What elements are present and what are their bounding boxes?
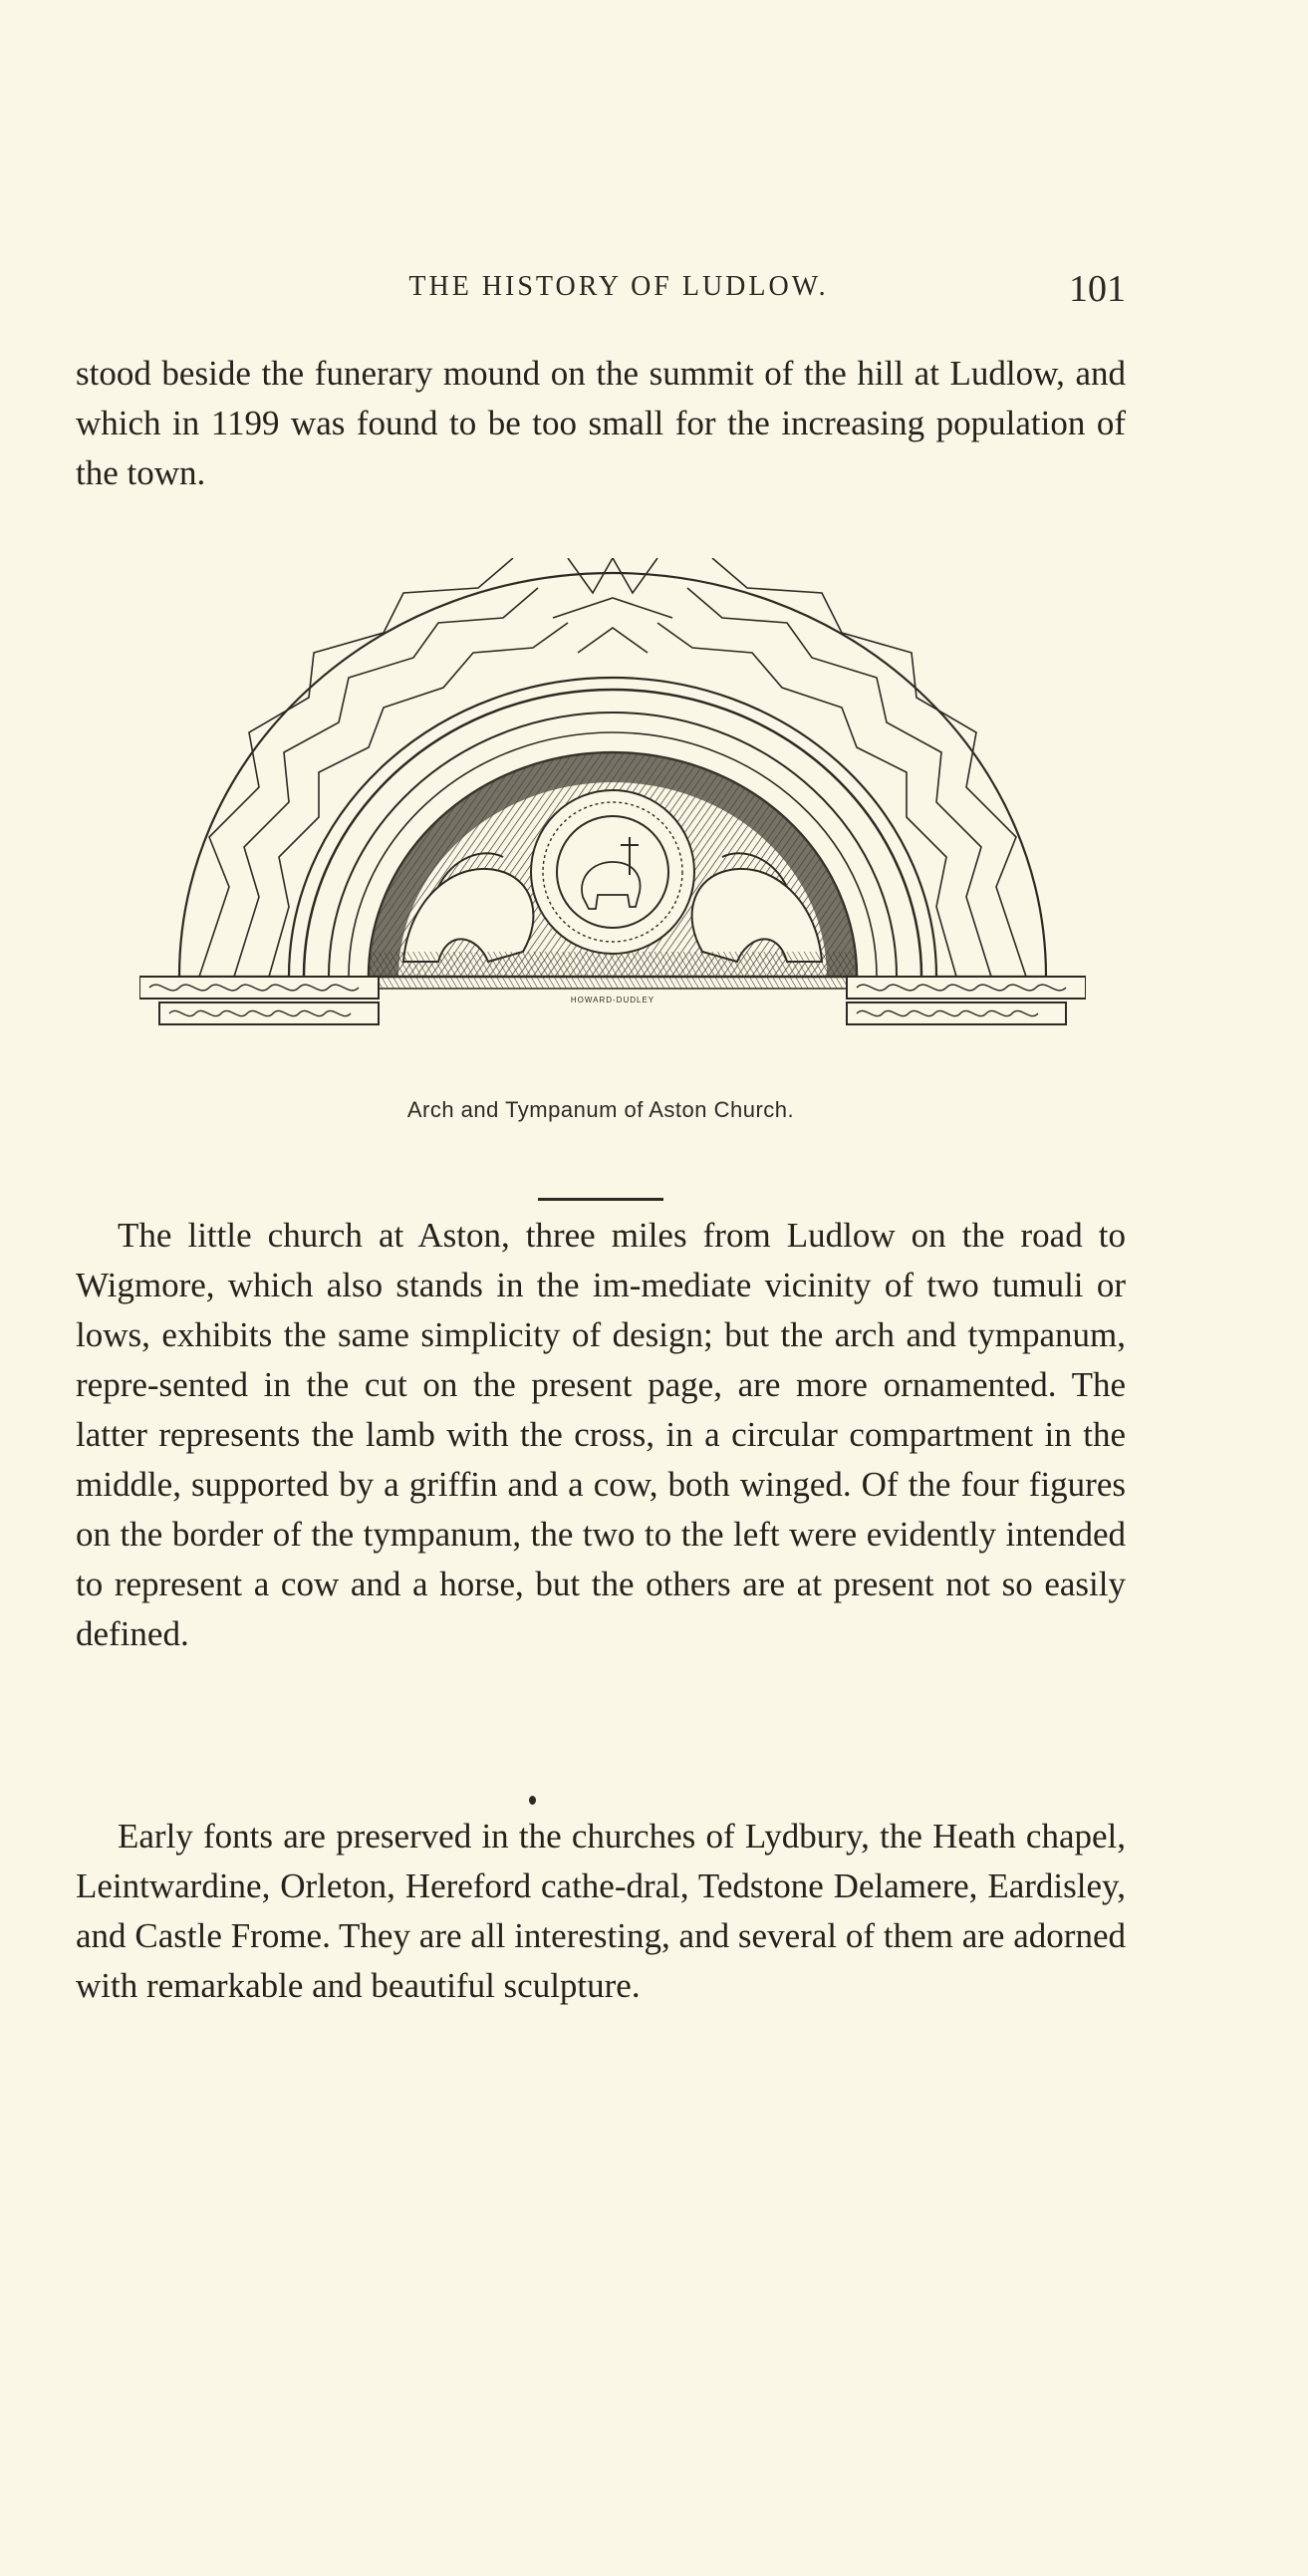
running-head (76, 267, 1126, 311)
section-rule (538, 1198, 663, 1201)
paragraph-1: stood beside the funerary mound on the summit of the hill at Ludlow, and which in 1199 was found to be too small for the increasing population of the town. (76, 354, 1126, 492)
paragraph-3: Early fonts are preserved in the churches of Lydbury, the Heath chapel, Leintwardine, Orleton, Hereford cathe-dral, Tedstone Delamere, Eardisley, and Castle Frome. They are all interesting, and several of them are adorned with remarkable and beautiful sculpture. (76, 1817, 1126, 2005)
arch-engraving (139, 558, 1086, 1076)
figure-caption: Arch and Tympanum of Aston Church. (406, 1097, 795, 1122)
paragraph-2: The little church at Aston, three miles from Ludlow on the road to Wigmore, which also stands in the im-mediate vicinity of two tumuli or lows, exhibits the same simplicity of design; but the arch and tympanum, repre-sented in the cut on the present page, are more ornamented. The latter represents the lamb with the cross, in a circular compartment in the middle, supported by a griffin and a cow, both winged. Of the four figures on the border of the tympanum, the two to the left were evidently intended to represent a cow and a horse, but the others are at present not so easily defined. (76, 1216, 1126, 1653)
page-number: 101 (1069, 268, 1126, 310)
arch-tympanum-illustration (139, 558, 1086, 1076)
ink-speck (529, 1796, 536, 1805)
engraver-signature: HOWARD-DUDLEY (570, 996, 655, 1004)
running-title: THE HISTORY OF LUDLOW. (408, 271, 829, 302)
